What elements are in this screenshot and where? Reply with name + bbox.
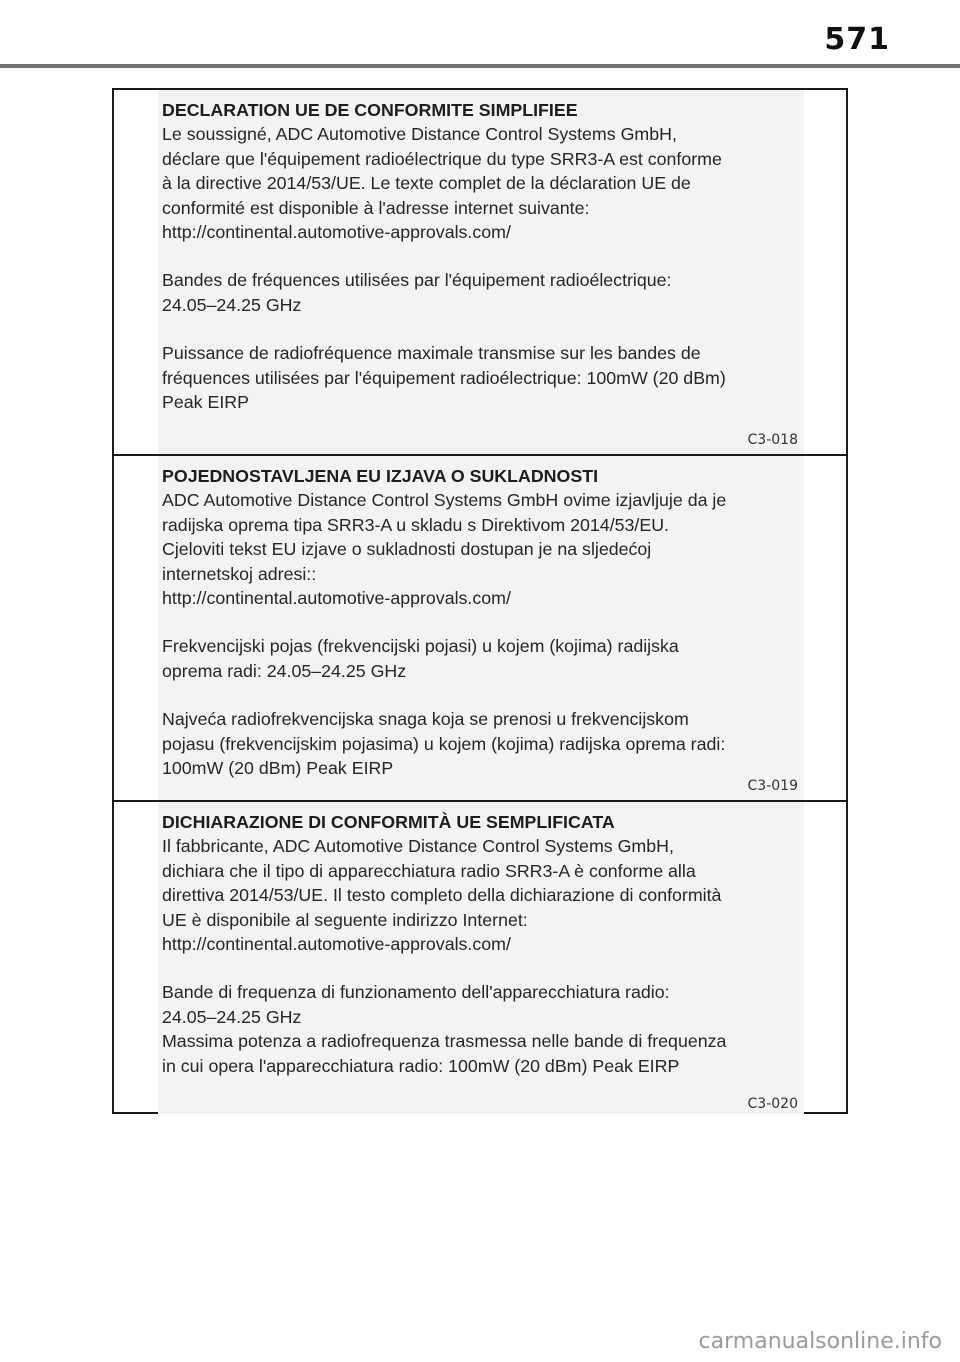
section-code: C3-019 <box>747 778 798 794</box>
text-line: radijska oprema tipa SRR3-A u skladu s Direktivom 2014/53/EU. <box>162 514 669 535</box>
header-rule <box>0 64 960 68</box>
section-text <box>162 810 812 1078</box>
paragraph-gap <box>162 317 812 341</box>
text-line: Massima potenza a radiofrequenza trasmessa nelle bande di frequenza <box>162 1031 727 1052</box>
text-line: Bande di frequenza di funzionamento dell'apparecchiatura radio: <box>162 982 670 1003</box>
text-line: fréquences utilisées par l'équipement radioélectrique: 100mW (20 dBm) <box>162 367 726 388</box>
declaration-section-hr <box>114 454 846 800</box>
declaration-frame <box>112 88 848 1114</box>
text-line: pojasu (frekvencijskim pojasima) u kojem (kojima) radijska oprema radi: <box>162 733 726 754</box>
text-line: 24.05–24.25 GHz <box>162 294 302 315</box>
page-number: 571 <box>824 22 890 57</box>
section-code: C3-020 <box>747 1096 798 1112</box>
text-line: direttiva 2014/53/UE. Il testo completo della dichiarazione di conformità <box>162 885 722 906</box>
text-line: Frekvencijski pojas (frekvencijski pojasi) u kojem (kojima) radijska <box>162 636 679 657</box>
text-line: ADC Automotive Distance Control Systems GmbH ovime izjavljuje da je <box>162 490 727 511</box>
url-line: http://continental.automotive-approvals.com/ <box>162 588 511 609</box>
text-line: Cjeloviti tekst EU izjave o sukladnosti dostupan je na sljedećoj <box>162 539 652 560</box>
text-line: Le soussigné, ADC Automotive Distance Control Systems GmbH, <box>162 124 677 145</box>
url-line: http://continental.automotive-approvals.com/ <box>162 222 511 243</box>
text-line: Puissance de radiofréquence maximale transmise sur les bandes de <box>162 343 701 364</box>
section-title: POJEDNOSTAVLJENA EU IZJAVA O SUKLADNOSTI <box>162 466 599 486</box>
paragraph-gap <box>162 244 812 268</box>
paragraph-gap <box>162 956 812 980</box>
text-line: dichiara che il tipo di apparecchiatura radio SRR3-A è conforme alla <box>162 860 696 881</box>
watermark: carmanualsonline.info <box>698 1329 942 1354</box>
text-line: conformité est disponible à l'adresse internet suivante: <box>162 197 590 218</box>
section-title: DICHIARAZIONE DI CONFORMITÀ UE SEMPLIFICATA <box>162 812 615 832</box>
declaration-section-fr <box>114 90 846 454</box>
text-line: 100mW (20 dBm) Peak EIRP <box>162 758 394 779</box>
text-line: in cui opera l'apparecchiatura radio: 100mW (20 dBm) Peak EIRP <box>162 1055 680 1076</box>
paragraph-gap <box>162 683 812 707</box>
text-line: internetskoj adresi:: <box>162 563 317 584</box>
text-line: Peak EIRP <box>162 392 249 413</box>
paragraph-gap <box>162 610 812 634</box>
text-line: Il fabbricante, ADC Automotive Distance Control Systems GmbH, <box>162 836 674 857</box>
text-line: Bandes de fréquences utilisées par l'équipement radioélectrique: <box>162 270 672 291</box>
text-line: déclare que l'équipement radioélectrique du type SRR3-A est conforme <box>162 148 722 169</box>
section-text <box>162 98 812 414</box>
text-line: oprema radi: 24.05–24.25 GHz <box>162 660 407 681</box>
url-line: http://continental.automotive-approvals.com/ <box>162 934 511 955</box>
section-text <box>162 464 812 780</box>
section-title: DECLARATION UE DE CONFORMITE SIMPLIFIEE <box>162 100 578 120</box>
text-line: à la directive 2014/53/UE. Le texte complet de la déclaration UE de <box>162 173 691 194</box>
text-line: UE è disponibile al seguente indirizzo Internet: <box>162 909 528 930</box>
text-line: 24.05–24.25 GHz <box>162 1006 302 1027</box>
text-line: Najveća radiofrekvencijska snaga koja se prenosi u frekvencijskom <box>162 709 689 730</box>
section-code: C3-018 <box>747 432 798 448</box>
declaration-section-it <box>114 800 846 1114</box>
